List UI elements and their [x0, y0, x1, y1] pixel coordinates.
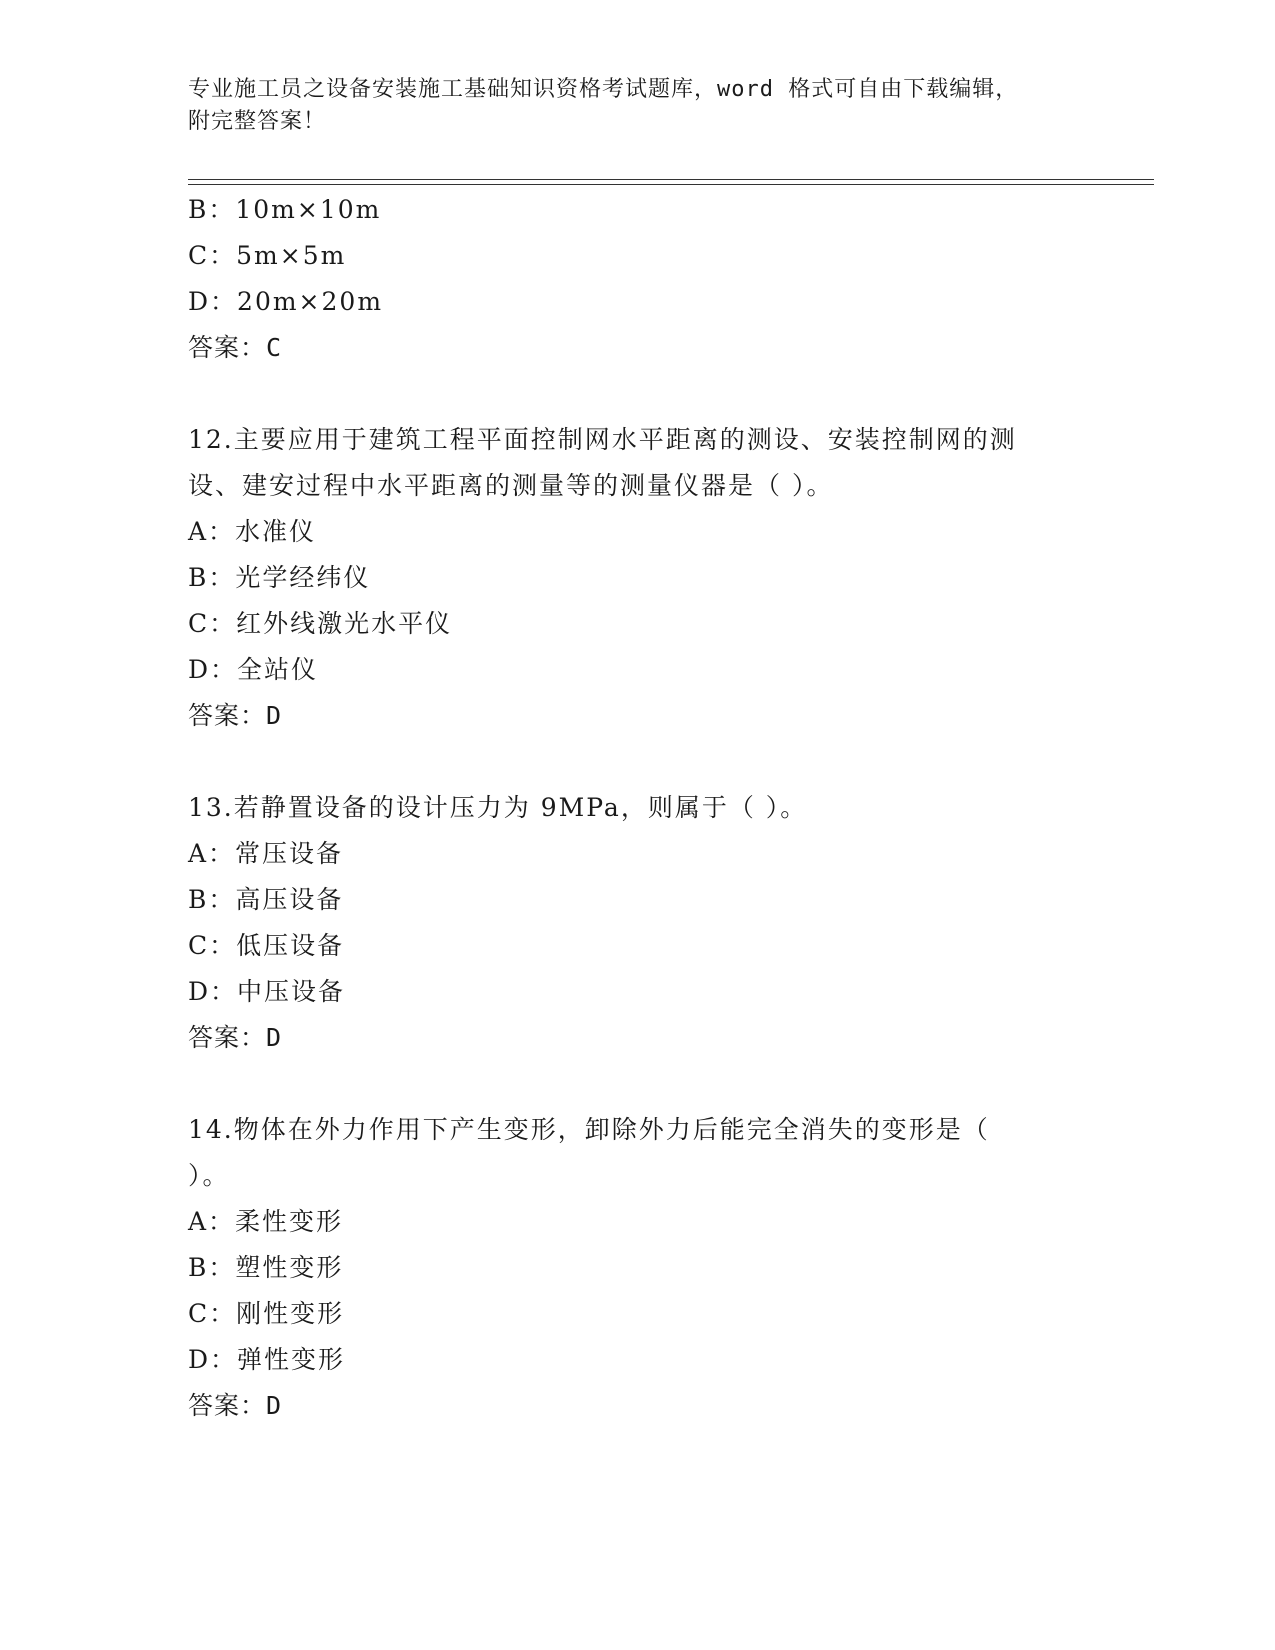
- option-d: D：弹性变形: [188, 1345, 346, 1374]
- answer-label: 答案：: [188, 333, 267, 362]
- answer-line: [188, 1015, 1088, 1061]
- answer-line: [188, 325, 1088, 371]
- option-b: B：高压设备: [188, 885, 344, 914]
- option-a: A：常压设备: [188, 839, 344, 868]
- header-line-1: 专业施工员之设备安装施工基础知识资格考试题库，word 格式可自由下载编辑，: [188, 77, 1019, 102]
- question-list: [188, 187, 1088, 1429]
- header-divider-top: [188, 179, 1154, 180]
- option-a: A：柔性变形: [188, 1207, 344, 1236]
- option-c: C：红外线激光水平仪: [188, 609, 453, 638]
- question-stem-line: 12.主要应用于建筑工程平面控制网水平距离的测设、安装控制网的测: [188, 425, 1017, 454]
- answer-value: D: [266, 1023, 283, 1052]
- answer-label: 答案：: [188, 1023, 267, 1052]
- question-stem-line: 设、建安过程中水平距离的测量等的测量仪器是（ ）。: [188, 471, 834, 500]
- answer-value: D: [266, 701, 283, 730]
- answer-value: C: [266, 333, 283, 362]
- option-b: B：光学经纬仪: [188, 563, 371, 592]
- answer-label: 答案：: [188, 1391, 267, 1420]
- option-d: D：20m×20m: [188, 287, 384, 316]
- option-c: C：刚性变形: [188, 1299, 345, 1328]
- question-14: [188, 1107, 1088, 1429]
- question-stem-line: 13.若静置设备的设计压力为 9MPa，则属于（ ）。: [188, 793, 808, 822]
- answer-line: [188, 1383, 1088, 1429]
- option-a: A：水准仪: [188, 517, 317, 546]
- question-13: [188, 785, 1088, 1061]
- question-12: [188, 417, 1088, 739]
- question-partial: [188, 187, 1088, 371]
- header-line-2: 附完整答案！: [188, 109, 327, 134]
- document-header: [188, 74, 1088, 138]
- option-b: B：10m×10m: [188, 195, 382, 224]
- option-b: B：塑性变形: [188, 1253, 344, 1282]
- question-stem-line: ）。: [188, 1161, 230, 1190]
- option-d: D：全站仪: [188, 655, 319, 684]
- option-c: C：5m×5m: [188, 241, 347, 270]
- answer-value: D: [266, 1391, 283, 1420]
- header-divider-bottom: [188, 184, 1154, 185]
- answer-label: 答案：: [188, 701, 267, 730]
- answer-line: [188, 693, 1088, 739]
- option-d: D：中压设备: [188, 977, 346, 1006]
- option-c: C：低压设备: [188, 931, 345, 960]
- question-stem-line: 14.物体在外力作用下产生变形，卸除外力后能完全消失的变形是（: [188, 1115, 990, 1144]
